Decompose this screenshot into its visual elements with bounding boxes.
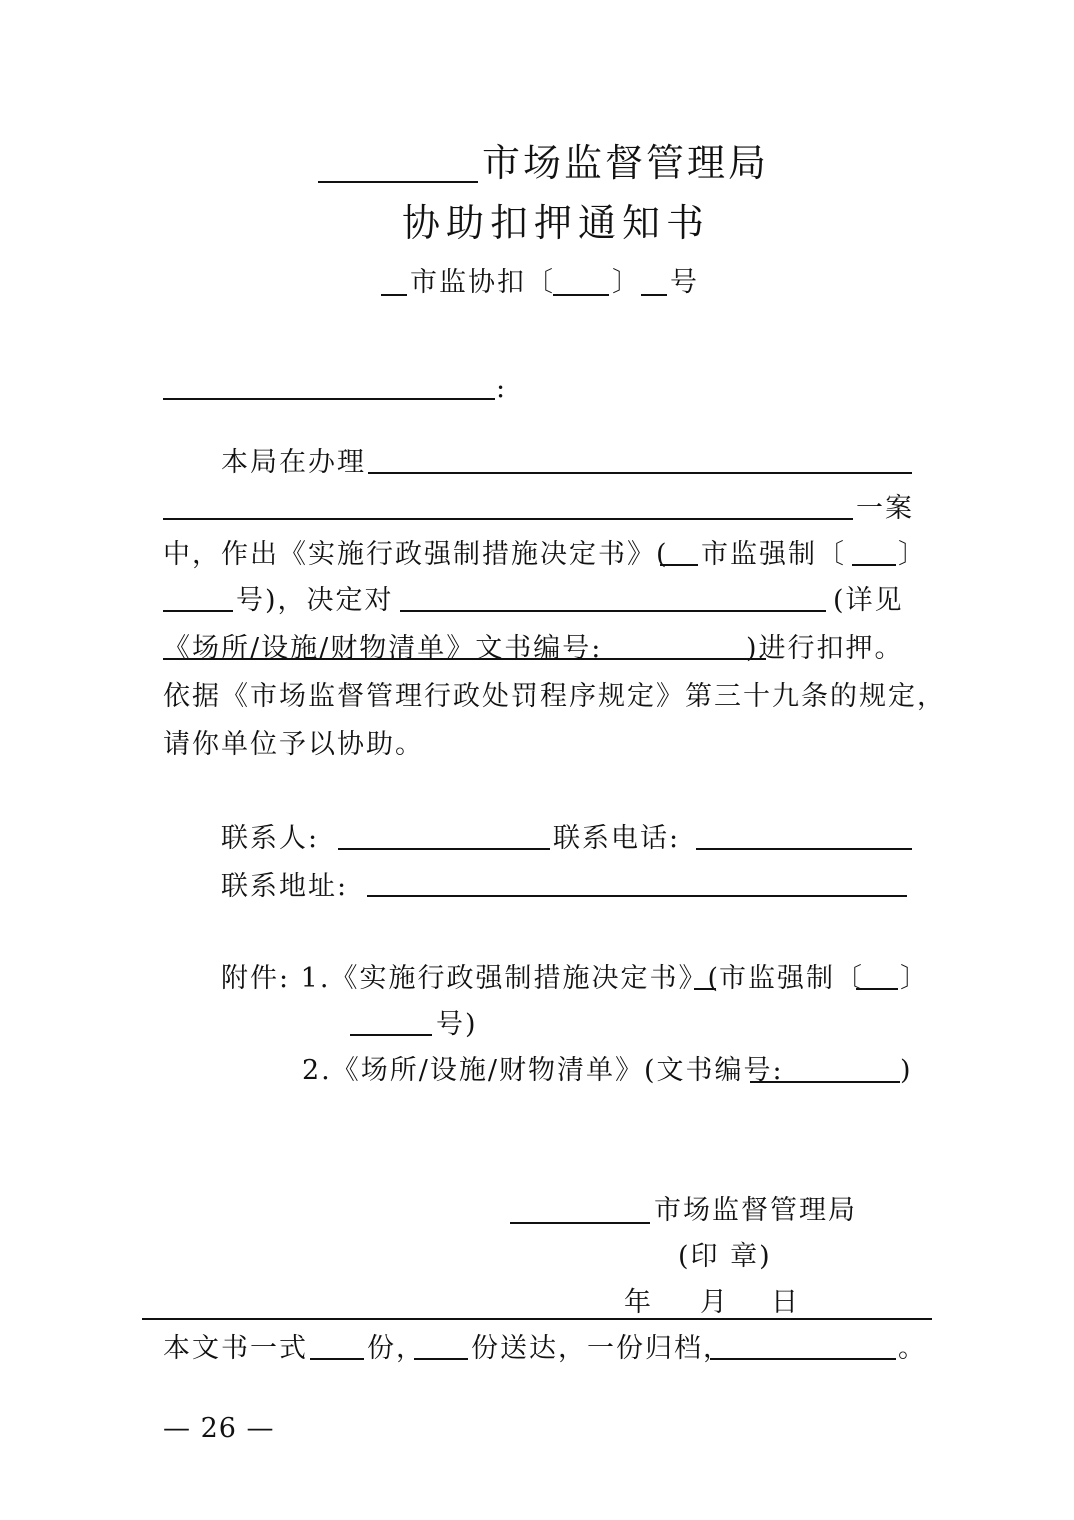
body-line-3-end: 〕 <box>898 539 927 570</box>
body-line-3-mid: 市监强制〔 <box>701 539 846 570</box>
attachment-2-end: ) <box>900 1055 913 1086</box>
date-day: 日 <box>771 1287 800 1318</box>
contact-person-label: 联系人: <box>221 823 320 854</box>
body-line-5-a: 《场所/设施/财物清单》文书编号: <box>163 633 603 664</box>
attachment-1-prefix: 附件: 1.《实施行政强制措施决定书》( <box>221 963 720 994</box>
attachment-1-end: 〕 <box>900 963 929 994</box>
contact-address-blank[interactable] <box>367 895 907 897</box>
copies-served-blank[interactable] <box>414 1358 468 1360</box>
contact-phone-label: 联系电话: <box>553 823 681 854</box>
seized-items-blank[interactable] <box>400 610 826 612</box>
body-line-1-prefix: 本局在办理 <box>221 447 366 478</box>
body-line-3: 中，作出《实施行政强制措施决定书》( <box>163 539 669 570</box>
footer-text-3: 份送达，一份归档， <box>471 1333 732 1364</box>
signature-agency-blank[interactable] <box>510 1222 650 1224</box>
enforcement-year-blank[interactable] <box>852 564 896 566</box>
footer-text-4: 。 <box>898 1333 927 1364</box>
attachment-1-region-blank[interactable] <box>694 988 716 990</box>
date-month: 月 <box>700 1287 729 1318</box>
footer-text-2: 份， <box>367 1333 425 1364</box>
date-year: 年 <box>624 1287 653 1318</box>
doc-number-seq-blank[interactable] <box>641 294 667 296</box>
body-line-2-suffix: 一案 <box>856 493 914 524</box>
body-line-5-b: )进行扣押。 <box>746 633 904 664</box>
attachment-1-seq-blank[interactable] <box>350 1034 432 1036</box>
doc-number-text-1: 市监协扣〔 <box>410 267 555 298</box>
archive-note-blank[interactable] <box>710 1358 896 1360</box>
agency-title: 市场监督管理局 <box>482 141 770 185</box>
contact-address-label: 联系地址: <box>221 871 349 902</box>
doc-number-text-2: 〕 <box>612 267 641 298</box>
body-line-7: 请你单位予以协助。 <box>163 729 424 760</box>
document-title: 协助扣押通知书 <box>402 201 711 245</box>
list-number-underline[interactable] <box>163 658 766 660</box>
signature-agency-name: 市场监督管理局 <box>654 1195 857 1226</box>
recipient-blank[interactable] <box>163 398 495 400</box>
seal-placeholder: (印 章) <box>678 1241 772 1272</box>
copies-total-blank[interactable] <box>310 1358 364 1360</box>
attachment-1-line2-end: 号) <box>436 1009 478 1040</box>
enforcement-seq-blank[interactable] <box>163 610 233 612</box>
footer-divider <box>142 1318 932 1320</box>
footer-text-1: 本文书一式 <box>163 1333 308 1364</box>
body-line-4-b: (详见 <box>833 585 904 616</box>
doc-number-year-blank[interactable] <box>553 294 609 296</box>
attachment-2-number-blank[interactable] <box>750 1081 900 1083</box>
contact-phone-blank[interactable] <box>696 848 912 850</box>
page-number: — 26 — <box>163 1413 275 1444</box>
agency-name-blank[interactable] <box>318 181 478 183</box>
recipient-colon: : <box>496 373 508 404</box>
case-name-blank-2[interactable] <box>163 518 853 520</box>
body-line-4-a: 号)，决定对 <box>236 585 394 616</box>
case-name-blank-1[interactable] <box>368 472 912 474</box>
attachment-1-year-blank[interactable] <box>856 988 898 990</box>
attachment-2-prefix: 2.《场所/设施/财物清单》(文书编号: <box>302 1055 784 1086</box>
doc-number-region-blank[interactable] <box>381 294 407 296</box>
body-line-6: 依据《市场监督管理行政处罚程序规定》第三十九条的规定， <box>163 681 946 712</box>
contact-person-blank[interactable] <box>338 848 550 850</box>
attachment-1-mid: 市监强制〔 <box>719 963 864 994</box>
doc-number-text-3: 号 <box>670 267 699 298</box>
enforcement-region-blank[interactable] <box>660 564 698 566</box>
